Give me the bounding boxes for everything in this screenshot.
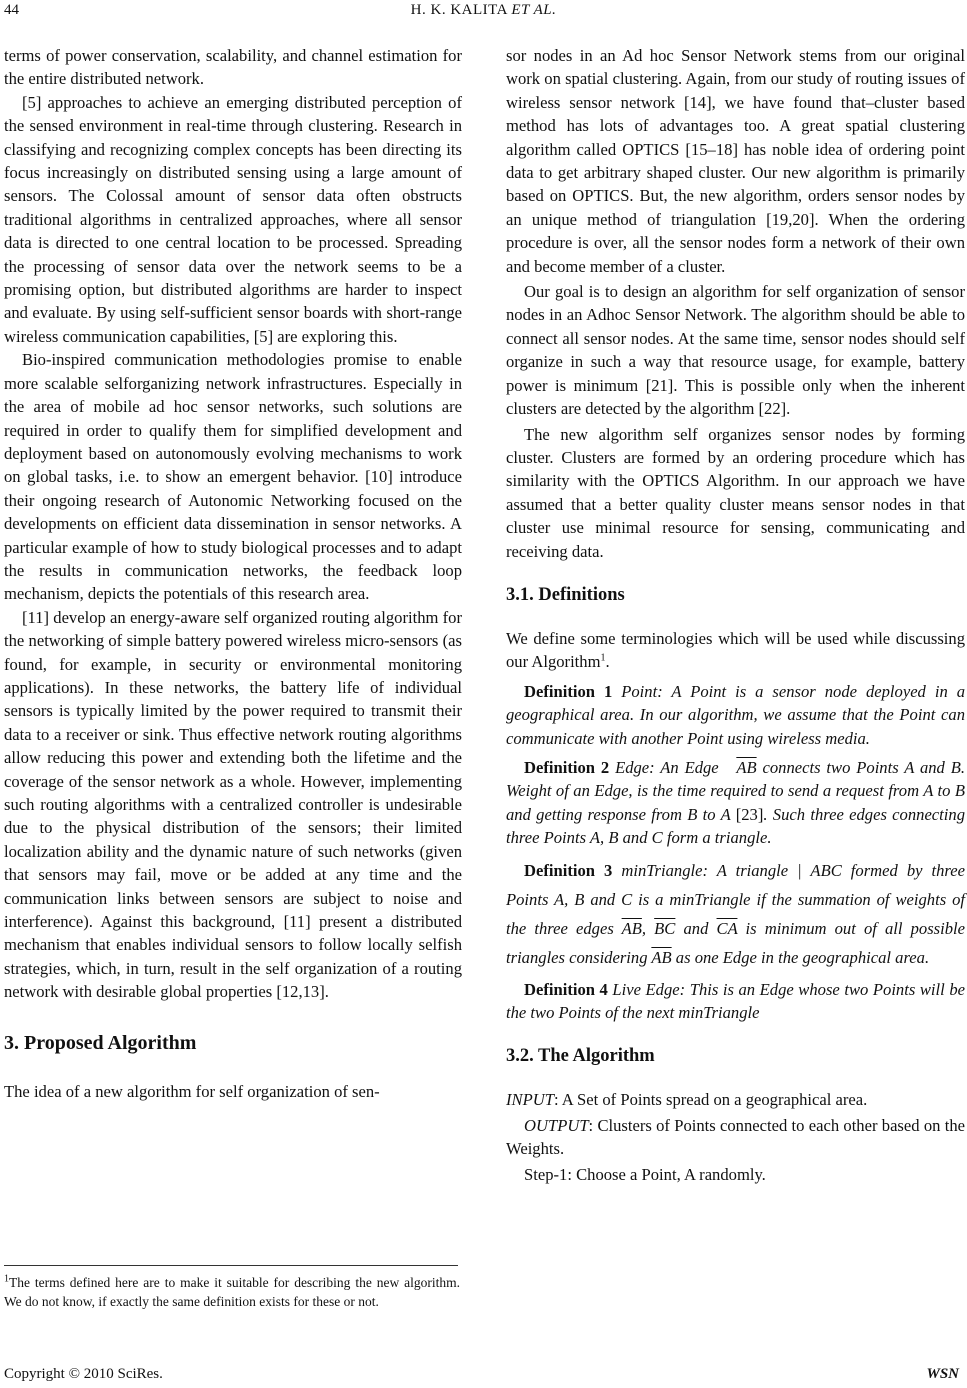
definition-3-label: Definition 3 bbox=[524, 860, 613, 880]
definition-2-text-c: . Such three edges connecting three Points A, B and C form a triangle. bbox=[506, 804, 965, 848]
definitions-intro bbox=[506, 627, 965, 674]
definition-1-label: Definition 1 bbox=[524, 681, 613, 701]
subsection-heading-algorithm: 3.2. The Algorithm bbox=[506, 1046, 655, 1067]
definition-2-text-b: connects two Points A and B. Weight of an Edge, is the time required to send a request from A to B and getting response from B to A bbox=[506, 757, 966, 824]
output-label: OUTPUT bbox=[524, 1115, 589, 1135]
definition-1 bbox=[506, 680, 965, 750]
definitions-intro-footnote-ref: 1 bbox=[600, 652, 606, 664]
subsection-heading-definitions: 3.1. Definitions bbox=[506, 584, 625, 605]
definitions-intro-text: We define some terminologies which will be used while discussing our Algorithm bbox=[506, 628, 965, 672]
definition-4-text: Live Edge: This is an Edge whose two Points will be the two Points of the next minTriangle bbox=[506, 979, 965, 1022]
right-paragraph-3: The new algorithm self organizes sensor nodes by forming cluster. Clusters are formed by an ordering procedure which has similarity with the OPTICS Algorithm. In our approach we have assumed that a better quality cluster means sensor nodes in that cluster use minimal resource for sensing, communicating and receiving data. bbox=[506, 424, 965, 561]
edge-ab-symbol-3: $\overline{AB}$ bbox=[651, 947, 672, 967]
algorithm-output bbox=[506, 1114, 965, 1161]
right-paragraph-1: sor nodes in an Ad hoc Sensor Network stems from our original work on spatial clustering. Again, from our study of routing issues of wireless sensor network [14], we have found that–cluster based method has lots of advantages too. A great spatial clustering algorithm called OPTICS [15–18] has noble idea of ordering point data to get arbitrary shaped cluster. Our new algorithm is primarily based on OPTICS. But, the new algorithm, orders sensor nodes by an unique method of triangulation [19,20]. When the ordering procedure is over, all the sensor nodes form a network of their own and become member of a cluster. bbox=[506, 46, 965, 276]
running-head bbox=[0, 2, 967, 19]
edge-ab-symbol-2: $\overline{AB}$ bbox=[621, 918, 642, 938]
definition-3 bbox=[506, 856, 965, 972]
definition-3-text-b: formed by three Points A, B and C is a minTriangle if the summation of weights of the three edges bbox=[506, 860, 965, 938]
footnote-divider bbox=[4, 1265, 458, 1266]
running-head-etal: ET AL. bbox=[511, 2, 557, 18]
running-head-author: H. K. KALITA bbox=[410, 2, 508, 18]
definition-3-text-c: is minimum out of all possible triangles considering bbox=[506, 918, 966, 967]
definition-2-term: Edge bbox=[615, 757, 650, 777]
definition-4-label: Definition 4 bbox=[524, 979, 608, 999]
definition-1-term: Point bbox=[621, 681, 658, 701]
definition-3-text-a: : A triangle bbox=[702, 860, 798, 880]
triangle-abc-symbol: | ABC bbox=[797, 860, 842, 880]
definitions-intro-end: . bbox=[605, 652, 610, 672]
definition-3-text-d: as one Edge in the geographical area. bbox=[671, 947, 930, 967]
definition-4 bbox=[506, 978, 965, 1025]
footnote-marker: 1 bbox=[4, 1273, 9, 1285]
right-paragraph-2: Our goal is to design an algorithm for self organization of sensor nodes in an Adhoc Sensor Network. The algorithm should be able to connect all sensor nodes. At the same time, sensor nodes should self organize in such a way that resource usage, for example, battery power is minimum [21]. This is possible only when the inherent clusters are detected by the algorithm [22]. bbox=[506, 282, 965, 419]
definition-1-text: : A Point is a sensor node deployed in a geographical area. In our algorithm, we assume that the Point can communicate with another Point using wireless media. bbox=[506, 681, 966, 748]
definition-3-and: and bbox=[675, 918, 717, 938]
definition-2-reference: [23] bbox=[735, 804, 764, 824]
left-column bbox=[4, 44, 462, 1103]
algorithm-input bbox=[506, 1088, 965, 1111]
input-text: : A Set of Points spread on a geographical area. bbox=[553, 1090, 868, 1110]
footnote bbox=[4, 1273, 460, 1311]
left-paragraph-3: Bio-inspired communication methodologies promise to enable more scalable selforganizing network infrastructures. Especially in the area of mobile ad hoc sensor networks, such solutions are required in order to qualify them for simplified development and deployment based on autonomously evolving mechanisms to work on global tasks, i.e. to show an emergent behavior. [10] introduce their ongoing research of Autonomic Networking focused on the developments on efficient data dissemination in sensor networks. A particular example of how to study biological processes and to adapt the results in communication networks, the feedback loop mechanism, depicts the potentials of this research area. bbox=[4, 350, 462, 604]
footer-copyright: Copyright © 2010 SciRes. bbox=[4, 1366, 163, 1382]
page-number: 44 bbox=[4, 2, 19, 18]
section-heading-proposed-algorithm: 3. Proposed Algorithm bbox=[4, 1031, 197, 1054]
footer-journal: WSN bbox=[926, 1366, 959, 1382]
edge-bc-symbol: $\overline{BC}$ bbox=[654, 918, 676, 938]
left-paragraph-1: terms of power conservation, scalability, and channel estimation for the entire distributed network. bbox=[4, 46, 462, 89]
right-column bbox=[506, 44, 965, 1188]
definition-2-text-a: : An Edge bbox=[649, 757, 719, 777]
left-paragraph-4: [11] develop an energy-aware self organized routing algorithm for the networking of simple battery powered wireless micro-sensors (as found, for example, in security or environmental monitoring applications). In these networks, the battery life of individual sensors is typically limited by the power required to transmit their data to a receiver or sink. Thus effective network routing algorithms allow reducing this power and extending both the lifetime and the coverage of the sensor network as a whole. However, implementing such routing algorithms with a centralized controller is undesirable due to the physical distribution of the sensors; their limited localization ability and the dynamic nature of such networks (given that sensors may fail, move or be added at any time and the communication links between sensors are subject to noise and interference). Against this background, [11] present a distributed mechanism that enables individual sensors to follow locally selfish strategies, which, in turn, result in the self organization of a routing network with desirable global properties [12,13]. bbox=[4, 607, 462, 1002]
edge-ca-symbol: $\overline{CA}$ bbox=[716, 918, 738, 938]
definition-2 bbox=[506, 756, 965, 850]
input-label: INPUT bbox=[506, 1090, 554, 1110]
left-paragraph-2: [5] approaches to achieve an emerging distributed perception of the sensed environment in real-time through clustering. Research in classifying and recognizing complex concepts has been directing its focus increasingly on distributed sensing using a large amount of sensors. The Colossal amount of sensor data often obstructs traditional algorithms in centralized approaches, where all sensor data is directed to one central location to be processed. Spreading the processing of sensor data over the network seems to be a promising option, but distributed algorithms are harder to inspect and evaluate. By using self-sufficient sensor boards with short-range wireless communication capabilities, [5] are exploring this. bbox=[4, 92, 462, 346]
definition-3-term: minTriangle bbox=[621, 860, 703, 880]
algorithm-step-1: Step-1: Choose a Point, A randomly. bbox=[524, 1164, 766, 1184]
output-text: : Clusters of Points connected to each other based on the Weights. bbox=[506, 1115, 965, 1159]
definition-3-comma: , bbox=[641, 918, 655, 938]
edge-ab-symbol: $\overline{AB}$ bbox=[736, 757, 757, 777]
definitions-block bbox=[506, 627, 965, 1024]
definition-2-label: Definition 2 bbox=[524, 757, 610, 777]
left-paragraph-5: The idea of a new algorithm for self organization of sen- bbox=[4, 1081, 380, 1101]
footnote-text: The terms defined here are to make it suitable for describing the new algorithm. We do not know, if exactly the same definition exists for these or not. bbox=[4, 1275, 460, 1309]
